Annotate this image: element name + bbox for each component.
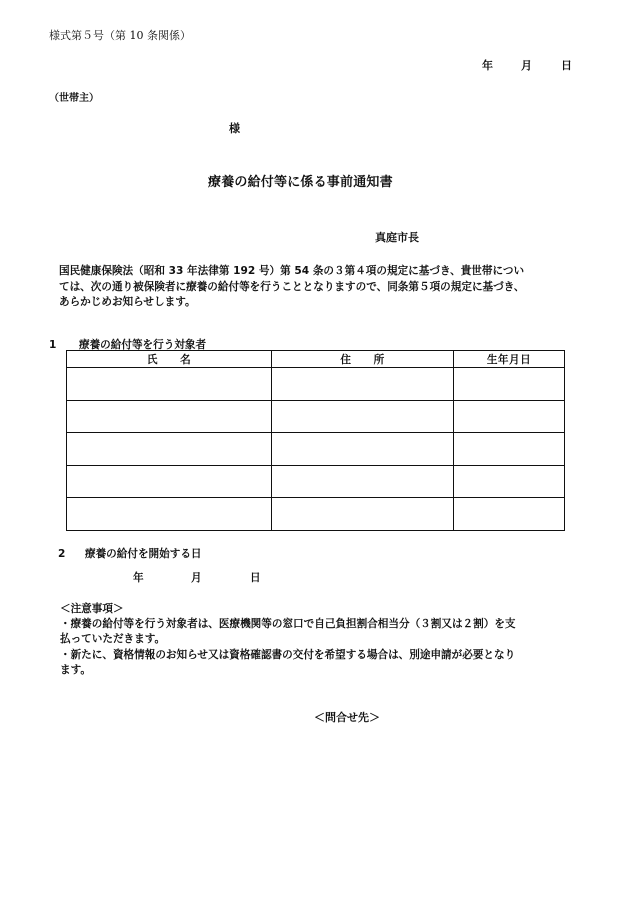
- section1-title: 療養の給付等を行う対象者: [79, 339, 207, 351]
- section1-number: 1: [49, 339, 57, 351]
- date-day-label: 日: [561, 59, 572, 72]
- section2-title: 療養の給付を開始する日: [85, 548, 202, 560]
- table-row: [67, 400, 565, 433]
- birthdate-cell[interactable]: [454, 433, 565, 466]
- name-cell[interactable]: [67, 433, 272, 466]
- birthdate-cell[interactable]: [454, 465, 565, 498]
- address-cell[interactable]: [272, 400, 454, 433]
- issuer: 真庭市長: [375, 231, 419, 244]
- body-line-1: 国民健康保険法（昭和 33 年法律第 192 号）第 54 条の３第４項の規定に基づき、貴世帯につい: [59, 265, 525, 277]
- table-header-row: [67, 351, 565, 368]
- note-line-1: ・療養の給付等を行う対象者は、医療機関等の窓口で自己負担割合相当分（３割又は２割）を支: [60, 618, 516, 631]
- table-row: [67, 368, 565, 401]
- start-month-label: 月: [191, 572, 202, 584]
- date-month-label: 月: [521, 59, 532, 72]
- contact-label: ＜問合せ先＞: [314, 711, 380, 724]
- name-cell[interactable]: [67, 465, 272, 498]
- name-cell[interactable]: [67, 498, 272, 531]
- address-cell[interactable]: [272, 433, 454, 466]
- note-line-3: ・新たに、資格情報のお知らせ又は資格確認書の交付を希望する場合は、別途申請が必要となり: [60, 648, 516, 661]
- body-line-3: あらかじめお知らせします。: [59, 296, 196, 308]
- document-title: 療養の給付等に係る事前通知書: [208, 175, 393, 190]
- section2-heading: [58, 546, 202, 561]
- form-number: 様式第５号（第 10 条関係）: [49, 29, 191, 42]
- name-cell[interactable]: [67, 368, 272, 401]
- name-cell[interactable]: [67, 400, 272, 433]
- notes-heading: ＜注意事項＞: [60, 603, 124, 615]
- address-cell[interactable]: [272, 368, 454, 401]
- body-line-2: ては、次の通り被保険者に療養の給付等を行うこととなりますので、同条第５項の規定に基づき、: [59, 280, 525, 293]
- note-line-4: ます。: [60, 663, 91, 676]
- target-persons-table: [66, 350, 565, 531]
- table-row: [67, 433, 565, 466]
- birthdate-cell[interactable]: [454, 368, 565, 401]
- birthdate-cell[interactable]: [454, 400, 565, 433]
- address-cell[interactable]: [272, 465, 454, 498]
- honorific-sama: 様: [229, 122, 240, 135]
- start-day-label: 日: [250, 572, 261, 584]
- table-row: [67, 465, 565, 498]
- householder-label: （世帯主）: [49, 93, 99, 104]
- date-year-label: 年: [482, 59, 493, 72]
- section2-number: 2: [58, 548, 66, 560]
- column-header-name: 氏 名: [67, 351, 272, 368]
- start-year-label: 年: [133, 572, 144, 584]
- birthdate-cell[interactable]: [454, 498, 565, 531]
- column-header-birthdate: 生年月日: [454, 351, 565, 368]
- table-row: [67, 498, 565, 531]
- note-line-2: 払っていただきます。: [60, 633, 166, 646]
- notes-block: [60, 602, 580, 678]
- body-paragraph: [49, 264, 581, 311]
- address-cell[interactable]: [272, 498, 454, 531]
- column-header-address: 住 所: [272, 351, 454, 368]
